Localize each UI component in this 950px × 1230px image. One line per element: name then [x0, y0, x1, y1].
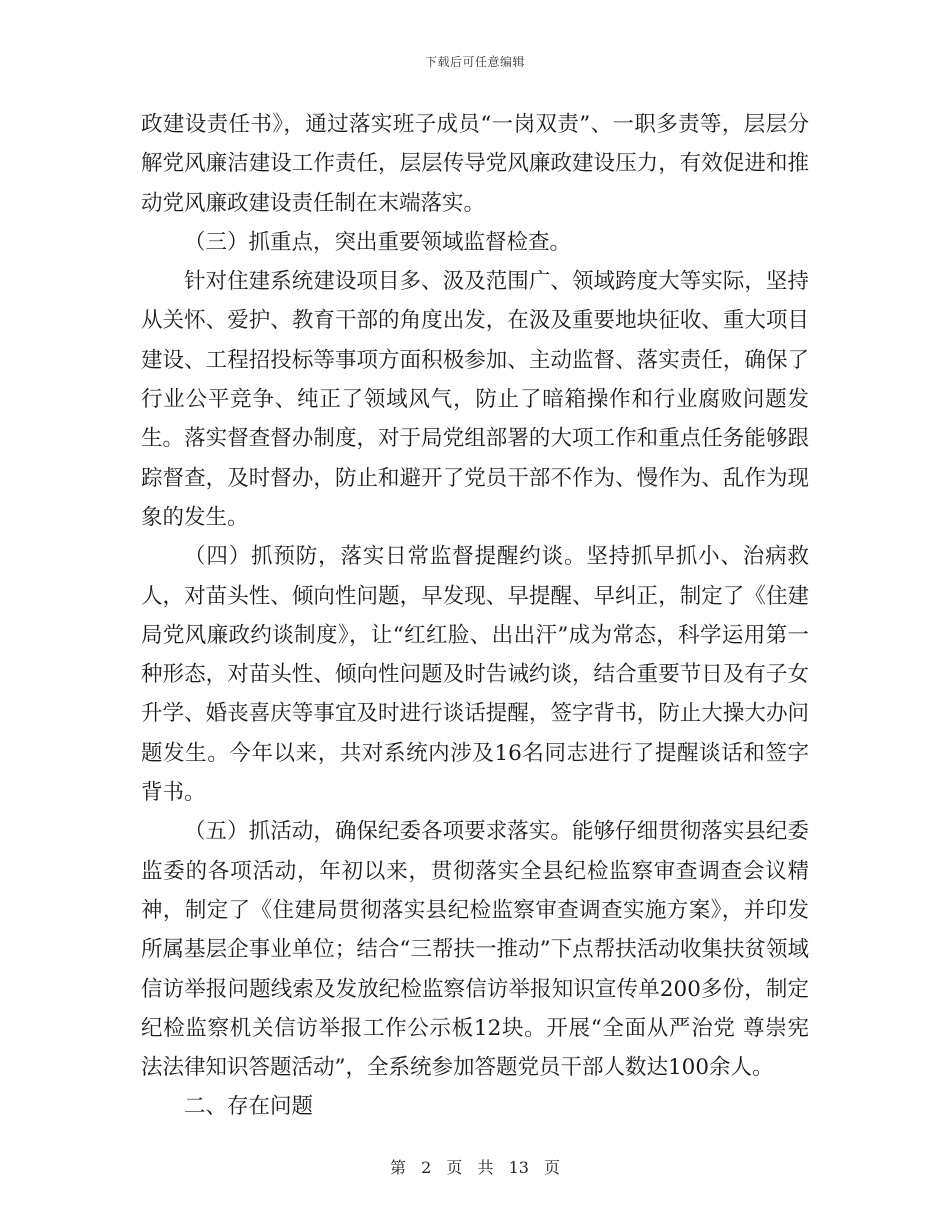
page-label-suffix: 页 — [544, 1158, 561, 1177]
paragraph-4: （四）抓预防，落实日常监督提醒约谈。坚持抓早抓小、治病救人，对苗头性、倾向性问题，早发现、早提醒、早纠正，制定了《住建局党风廉政约谈制度》，让“红红脸、出出汗”成为常态，科学运用第一种形态，对苗头性、倾向性问题及时告诫约谈，结合重要节日及有子女升学、婚丧喜庆等事宜及时进行谈话提醒，签字背书，防止大操大办问题发生。今年以来，共对系统内涉及16名同志进行了提醒谈话和签字背书。 — [141, 544, 809, 806]
paragraph-2-heading: （三）抓重点，突出重要领域监督检查。 — [184, 229, 572, 255]
paragraph-3: 针对住建系统建设项目多、汲及范围广、领域跨度大等实际，坚持从关怀、爱护、教育干部的角度出发，在汲及重要地块征收、重大项目建设、工程招投标等事项方面积极参加、主动监督、落实责任，确保了行业公平竞争、纯正了领域风气，防止了暗箱操作和行业腐败问题发生。落实督查督办制度，对于局党组部署的大项工作和重点任务能够跟踪督查，及时督办，防止和避开了党员干部不作为、慢作为、乱作为现象的发生。 — [141, 269, 809, 530]
page-header: 下载后可任意编辑 — [424, 55, 525, 69]
page-footer — [0, 1155, 950, 1178]
paragraph-1: 政建设责任书》，通过落实班子成员“一岗双责”、一职多责等，层层分解党风廉洁建设工作责任，层层传导党风廉政建设压力，有效促进和推动党风廉政建设责任制在末端落实。 — [141, 112, 809, 216]
total-pages-number: 13 — [508, 1158, 529, 1177]
current-page-number: 2 — [421, 1158, 432, 1177]
paragraph-5: （五）抓活动，确保纪委各项要求落实。能够仔细贯彻落实县纪委监委的各项活动，年初以来，贯彻落实全县纪检监察审查调查会议精神，制定了《住建局贯彻落实县纪检监察审查调查实施方案》，并印发所属基层企事业单位；结合“三帮扶一推动”下点帮扶活动收集扶贫领域信访举报问题线索及发放纪检监察信访举报知识宣传单200多份，制定纪检监察机关信访举报工作公示板12块。开展“全面从严治党 尊崇宪法法律知识答题活动”，全系统参加答题党员干部人数达100余人。 — [141, 819, 809, 1081]
page-label-prefix: 第 — [389, 1158, 406, 1177]
total-label: 共 — [477, 1158, 494, 1177]
page-label-mid: 页 — [446, 1158, 463, 1177]
section-heading: 二、存在问题 — [184, 1094, 314, 1120]
document-body — [141, 105, 809, 1127]
